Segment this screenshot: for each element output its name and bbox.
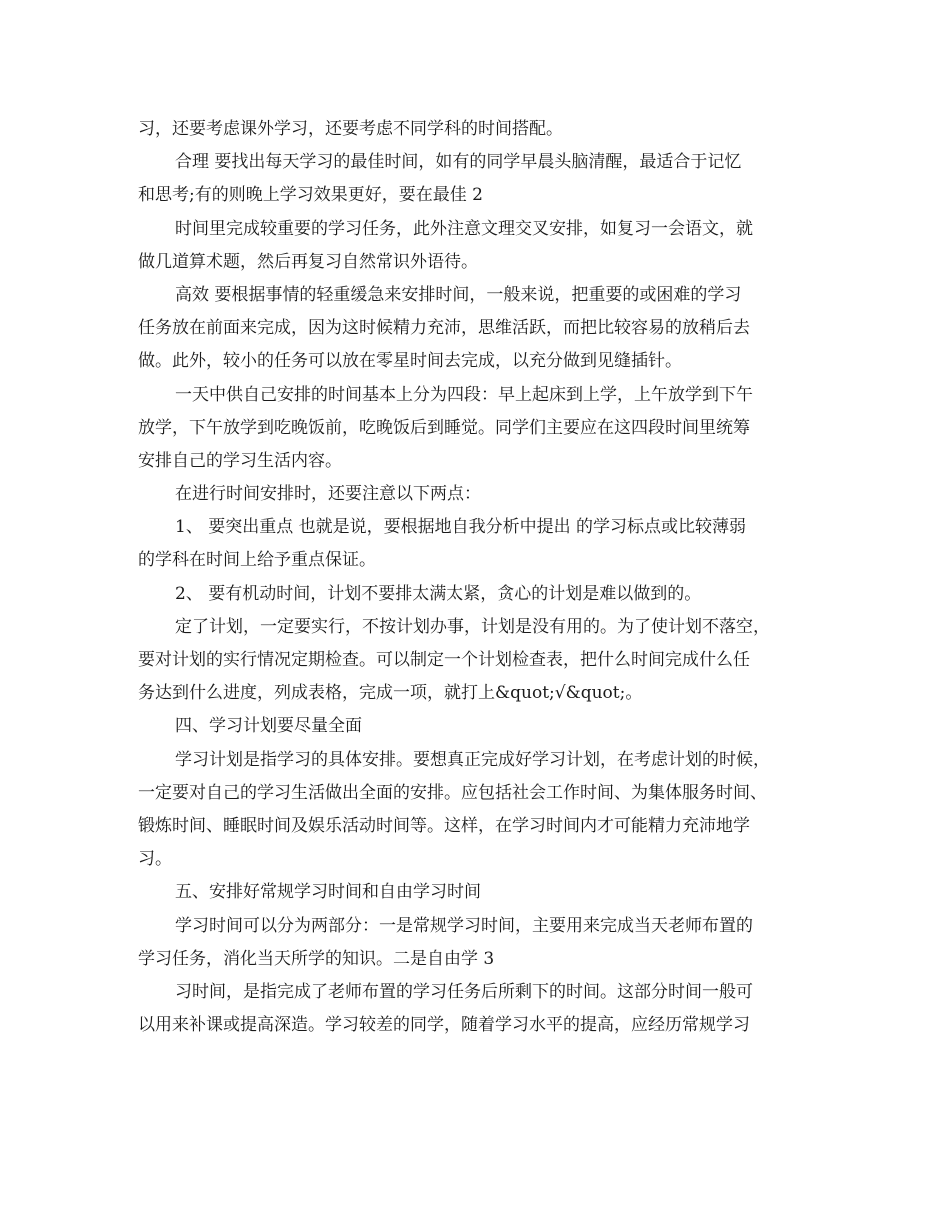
text-line: 在进行时间安排时，还要注意以下两点： xyxy=(175,484,481,505)
text-line: 任务放在前面来完成，因为这时候精力充沛，思维活跃，而把比较容易的放稍后去 xyxy=(138,318,750,339)
text-line: 做几道算术题，然后再复习自然常识外语待。 xyxy=(138,251,478,272)
text-line: 做。此外，较小的任务可以放在零星时间去完成，以充分做到见缝插针。 xyxy=(138,351,682,372)
list-item-2: 2、 要有机动时间，计划不要排太满太紧，贪心的计划是难以做到的。 xyxy=(175,583,702,604)
document-body xyxy=(138,113,818,1042)
text-line: 安排自己的学习生活内容。 xyxy=(138,450,342,471)
list-item-1: 1、 要突出重点 也就是说，要根据地自我分析中提出 的学习标点或比较薄弱 xyxy=(175,517,747,538)
section-heading-5: 五、安排好常规学习时间和自由学习时间 xyxy=(175,882,481,903)
text-line: 习时间，是指完成了老师布置的学习任务后所剩下的时间。这部分时间一般可 xyxy=(175,981,753,1002)
text-line: 务达到什么进度，列成表格，完成一项，就打上&quot;√&quot;。 xyxy=(138,683,643,704)
text-line: 锻炼时间、睡眠时间及娱乐活动时间等。这样，在学习时间内才可能精力充沛地学 xyxy=(138,815,750,836)
text-line: 一天中供自己安排的时间基本上分为四段：早上起床到上学，上午放学到下午 xyxy=(175,384,753,405)
text-line: 习。 xyxy=(138,849,172,870)
text-line: 习，还要考虑课外学习，还要考虑不同学科的时间搭配。 xyxy=(138,119,563,139)
text-line: 要对计划的实行情况定期检查。可以制定一个计划检查表，把什么时间完成什么任 xyxy=(138,650,750,670)
text-line: 学习时间可以分为两部分：一是常规学习时间，主要用来完成当天老师布置的 xyxy=(175,915,753,936)
text-line: 时间里完成较重要的学习任务，此外注意文理交叉安排，如复习一会语文，就 xyxy=(175,218,753,239)
text-line: 的学科在时间上给予重点保证。 xyxy=(138,550,376,571)
text-line: 合理 要找出每天学习的最佳时间，如有的同学早晨头脑清醒，最适合于记忆 xyxy=(175,152,742,173)
text-line: 高效 要根据事情的轻重缓急来安排时间，一般来说，把重要的或困难的学习 xyxy=(175,284,742,305)
text-line: 学习计划是指学习的具体安排。要想真正完成好学习计划，在考虑计划的时候， xyxy=(175,749,770,770)
section-heading-4: 四、学习计划要尽量全面 xyxy=(175,716,362,737)
text-line: 以用来补课或提高深造。学习较差的同学，随着学习水平的提高，应经历常规学习 xyxy=(138,1015,750,1036)
text-line: 学习任务，消化当天所学的知识。二是自由学 3 xyxy=(138,948,495,969)
text-line: 放学，下午放学到吃晚饭前，吃晚饭后到睡觉。同学们主要应在这四段时间里统筹 xyxy=(138,417,750,438)
text-line: 和思考;有的则晚上学习效果更好，要在最佳 2 xyxy=(138,185,483,206)
text-line: 一定要对自己的学习生活做出全面的安排。应包括社会工作时间、为集体服务时间、 xyxy=(138,782,767,803)
text-line: 定了计划，一定要实行，不按计划办事，计划是没有用的。为了使计划不落空， xyxy=(175,616,770,637)
